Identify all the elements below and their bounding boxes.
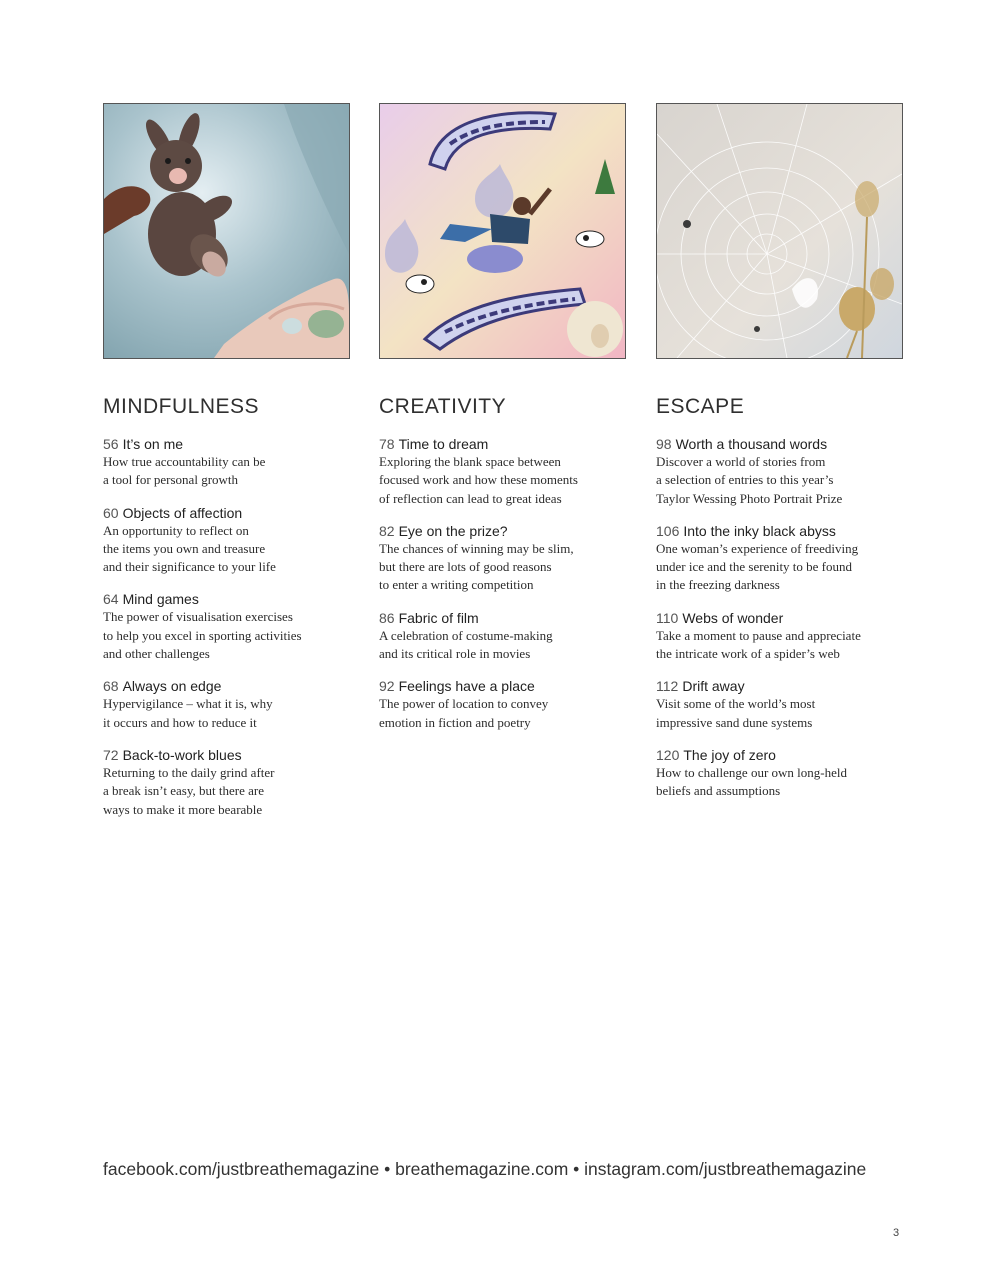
list-item[interactable] [379, 436, 626, 508]
entry-heading [379, 523, 626, 540]
entry-description: The chances of winning may be slim, but there are lots of good reasons to enter a writing competition [379, 540, 574, 593]
entry-description: Hypervigilance – what it is, why it occurs and how to reduce it [103, 696, 273, 730]
list-item[interactable] [656, 678, 903, 732]
page-number-label: 60 [103, 504, 119, 521]
entry-title: Feelings have a place [398, 678, 535, 695]
entries-list [656, 436, 903, 801]
section-title: CREATIVITY [379, 395, 507, 418]
entries-list [103, 436, 350, 819]
entry-heading [656, 523, 903, 540]
entry-heading [656, 747, 903, 764]
entry-heading [379, 678, 626, 695]
list-item[interactable] [656, 523, 903, 595]
list-item[interactable] [103, 505, 350, 577]
page-number-label: 106 [656, 522, 680, 539]
entry-heading [103, 591, 350, 608]
entry-description: One woman’s experience of freediving under ice and the serenity to be found in the freezing darkness [656, 540, 859, 593]
list-item[interactable] [656, 436, 903, 508]
entry-title: Webs of wonder [682, 609, 784, 626]
list-item[interactable] [379, 523, 626, 595]
entry-description: Exploring the blank space between focused work and how these moments of reflection can lead to great ideas [379, 454, 578, 506]
list-item[interactable] [656, 747, 903, 801]
list-item[interactable] [103, 747, 350, 819]
list-item[interactable] [103, 678, 350, 732]
entry-title: Worth a thousand words [675, 436, 828, 452]
entry-heading [103, 505, 350, 522]
entry-title: Mind games [122, 591, 199, 608]
entry-description: The power of visualisation exercises to help you excel in sporting activities and other challenges [103, 609, 302, 662]
page-number-label: 92 [379, 678, 395, 695]
entry-description: Discover a world of stories from a selection of entries to this year’s Taylor Wessing Photo Portrait Prize [656, 454, 843, 506]
creativity-illustration [379, 103, 626, 359]
entry-heading [379, 610, 626, 627]
section-title: MINDFULNESS [103, 395, 260, 418]
page-number-label: 112 [656, 678, 679, 695]
entry-heading [103, 747, 350, 764]
dreaming-man-illustration [380, 104, 625, 358]
entry-heading [379, 436, 626, 453]
list-item[interactable] [379, 678, 626, 732]
page-number-label: 78 [379, 436, 395, 452]
page-number-label: 56 [103, 436, 119, 452]
entry-title: The joy of zero [683, 746, 776, 763]
entry-description: How to challenge our own long-held beliefs and assumptions [656, 764, 847, 799]
column-escape [656, 103, 903, 816]
entry-title: Back-to-work blues [122, 746, 242, 763]
list-item[interactable] [656, 610, 903, 664]
page-number-label: 72 [103, 746, 119, 763]
entry-title: Eye on the prize? [398, 522, 508, 539]
list-item[interactable] [379, 610, 626, 664]
entry-heading [656, 436, 903, 453]
footer-social-links[interactable]: facebook.com/justbreathemagazine • breathemagazine.com • instagram.com/justbreathemagazine [103, 1159, 867, 1179]
entry-title: Drift away [682, 678, 745, 695]
bunny-toy-illustration [104, 104, 349, 358]
entry-heading [656, 678, 903, 695]
entry-heading [103, 436, 350, 453]
entry-heading [656, 610, 903, 627]
entry-title: Into the inky black abyss [683, 522, 836, 539]
list-item[interactable] [103, 591, 350, 663]
entry-title: Time to dream [398, 436, 489, 452]
column-mindfulness [103, 103, 350, 834]
entry-title: Always on edge [122, 678, 222, 695]
entry-title: It’s on me [122, 436, 184, 452]
entry-title: Objects of affection [122, 504, 243, 521]
entry-description: The power of location to convey emotion in fiction and poetry [379, 696, 549, 730]
section-title: ESCAPE [656, 395, 745, 418]
column-creativity [379, 103, 626, 747]
entry-title: Fabric of film [398, 609, 479, 626]
entry-description: A celebration of costume-making and its critical role in movies [379, 627, 553, 662]
entry-description: Visit some of the world’s most impressive sand dune systems [656, 696, 816, 730]
page-number-label: 110 [656, 609, 679, 626]
entry-heading [103, 678, 350, 695]
entry-description: An opportunity to reflect on the items you own and treasure and their significance to your life [103, 522, 276, 575]
escape-illustration [656, 103, 903, 359]
mindfulness-illustration [103, 103, 350, 359]
entry-description: Take a moment to pause and appreciate the intricate work of a spider’s web [656, 627, 861, 662]
page-number-label: 98 [656, 436, 672, 452]
page-number-label: 82 [379, 522, 395, 539]
page-number-label: 64 [103, 591, 119, 608]
page-number: 3 [893, 1227, 900, 1239]
page-number-label: 120 [656, 746, 680, 763]
entry-description: How true accountability can be a tool for personal growth [103, 454, 266, 488]
entries-list [379, 436, 626, 732]
page-number-label: 68 [103, 678, 119, 695]
entry-description: Returning to the daily grind after a break isn’t easy, but there are ways to make it more bearable [103, 764, 275, 817]
page-number-label: 86 [379, 609, 395, 626]
spider-web-illustration [657, 104, 902, 358]
list-item[interactable] [103, 436, 350, 490]
